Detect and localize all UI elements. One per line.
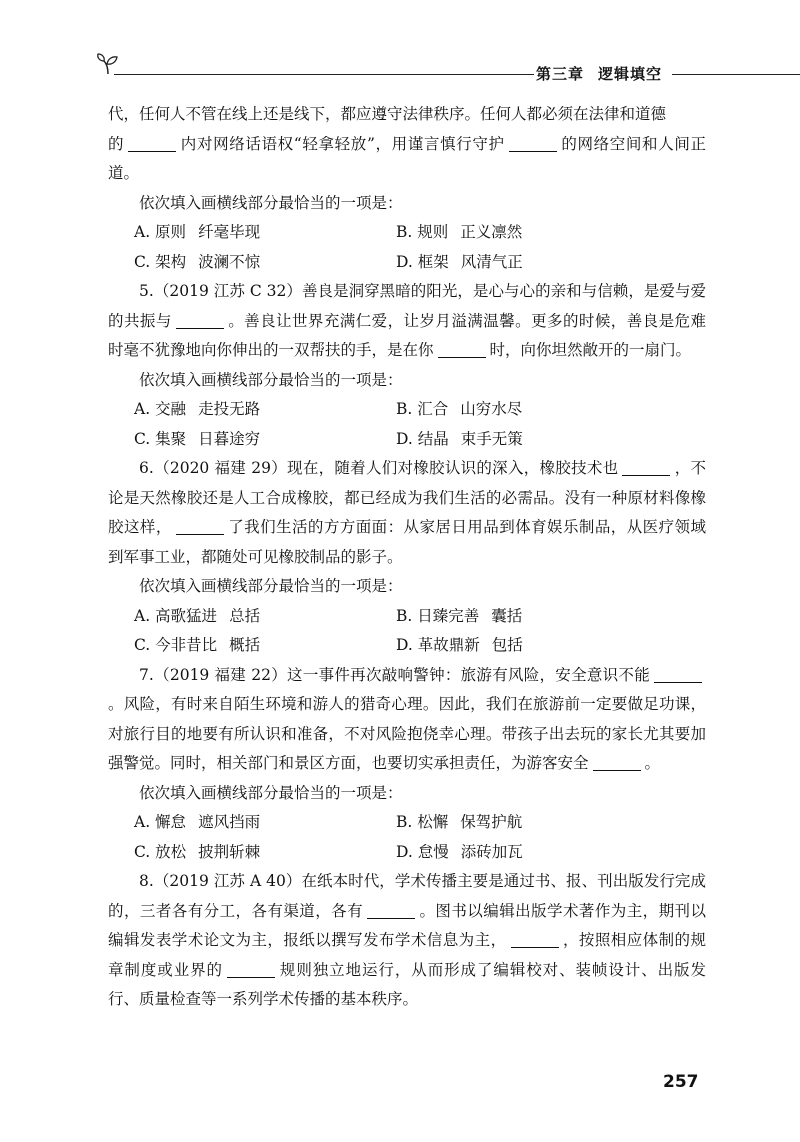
option-d: D. 怠慢 添砖加瓦 [396, 842, 523, 861]
option-b: B. 汇合 山穷水尽 [396, 400, 523, 418]
option-b: B. 日臻完善 囊括 [396, 606, 523, 625]
option-b: B. 松懈 保驾护航 [396, 813, 523, 831]
options-list [108, 218, 706, 277]
fill-blank [511, 931, 559, 948]
question-prompt: 依次填入画横线部分最恰当的一项是： [139, 783, 403, 802]
intro-line1: 代，任何人不管在线上还是线下，都应遵守法律秩序。任何人都必须在法律和道德 [108, 105, 667, 123]
chapter-heading [536, 63, 662, 84]
option-c: C. 架构 波澜不惊 [134, 252, 261, 271]
fill-blank [509, 135, 557, 152]
intro-paragraph: 的 内对网络话语权“轻拿轻放”，用谨言慎行守护 的网络空间和人间正道。 [108, 134, 706, 182]
page-body [108, 100, 706, 1015]
header-rule-right [672, 74, 800, 75]
question-7: 7.（2019 福建 22）这一事件再次敲响警钟：旅游有风险，安全意识不能。风险，有时来自陌生环境和游人的猎奇心理。因此，我们在旅游前一定要做足功课，对旅行目的地要有所认识和准备，不对风险抱侥幸心理。带孩子出去玩的家长尤其要加强警觉。同时，相关部门和景区方面，也要切实承担责任，为游客安全 。 [108, 665, 706, 772]
chapter-title: 逻辑填空 [598, 65, 663, 83]
page-number: 257 [663, 1072, 699, 1092]
fill-blank [128, 135, 176, 152]
question-prompt: 依次填入画横线部分最恰当的一项是： [139, 370, 403, 389]
question-prompt: 依次填入画横线部分最恰当的一项是： [139, 577, 403, 595]
question-6: 6.（2020 福建 29）现在，随着人们对橡胶认识的深入，橡胶技术也 ，不论是天然橡胶还是人工合成橡胶，都已经成为我们生活的必需品。没有一种原材料像橡胶这样， 了我们生活的方方面面：从家居日用品到体育娱乐制品，从医疗领域到军事工业，都随处可见橡胶制品的影子。 [108, 459, 706, 566]
option-a: A. 懈怠 遮风挡雨 [134, 813, 261, 831]
option-a: A. 交融 走投无路 [134, 400, 261, 418]
question-8: 8.（2019 江苏 A 40）在纸本时代，学术传播主要是通过书、报、刊出版发行完成的，三者各有分工，各有渠道，各有 。图书以编辑出版学术著作为主，期刊以编辑发表学术论文为主，报纸以撰写发布学术信息为主， ，按照相应体制的规章制度或业界的 规则独立地运行，从而形成了编辑校对、装帧设计、出版发行、质量检查等一系列学术传播的基本秩序。 [108, 872, 706, 1008]
option-a: A. 原则 纤毫毕现 [134, 223, 261, 241]
fill-blank [593, 754, 641, 771]
chapter-number: 第三章 [536, 65, 585, 83]
options-list [108, 395, 706, 454]
running-header [96, 60, 702, 90]
fill-blank [176, 312, 224, 329]
fill-blank [367, 902, 415, 919]
header-rule-left [114, 74, 534, 75]
option-c: C. 放松 披荆斩棘 [134, 842, 261, 861]
option-d: D. 革故鼎新 包括 [396, 636, 523, 654]
option-b: B. 规则 正义凛然 [396, 223, 523, 241]
option-d: D. 结晶 束手无策 [396, 429, 523, 448]
option-a: A. 高歌猛进 总括 [134, 606, 261, 625]
question-5: 5.（2019 江苏 C 32）善良是洞穿黑暗的阳光，是心与心的亲和与信赖，是爱与爱的共振与 。善良让世界充满仁爱，让岁月溢满温馨。更多的时候，善良是危难时毫不犹豫地向你伸出的一双帮扶的手，是在你 时，向你坦然敞开的一扇门。 [108, 282, 706, 359]
option-c: C. 今非昔比 概括 [134, 636, 261, 654]
fill-blank [438, 341, 486, 358]
options-list [108, 602, 706, 661]
option-d: D. 框架 风清气正 [396, 252, 523, 271]
fill-blank [622, 459, 670, 476]
fill-blank [176, 518, 224, 535]
options-list [108, 808, 706, 867]
option-c: C. 集聚 日暮途穷 [134, 429, 261, 448]
fill-blank [654, 666, 702, 683]
question-prompt: 依次填入画横线部分最恰当的一项是： [139, 193, 403, 212]
fill-blank [227, 961, 275, 978]
